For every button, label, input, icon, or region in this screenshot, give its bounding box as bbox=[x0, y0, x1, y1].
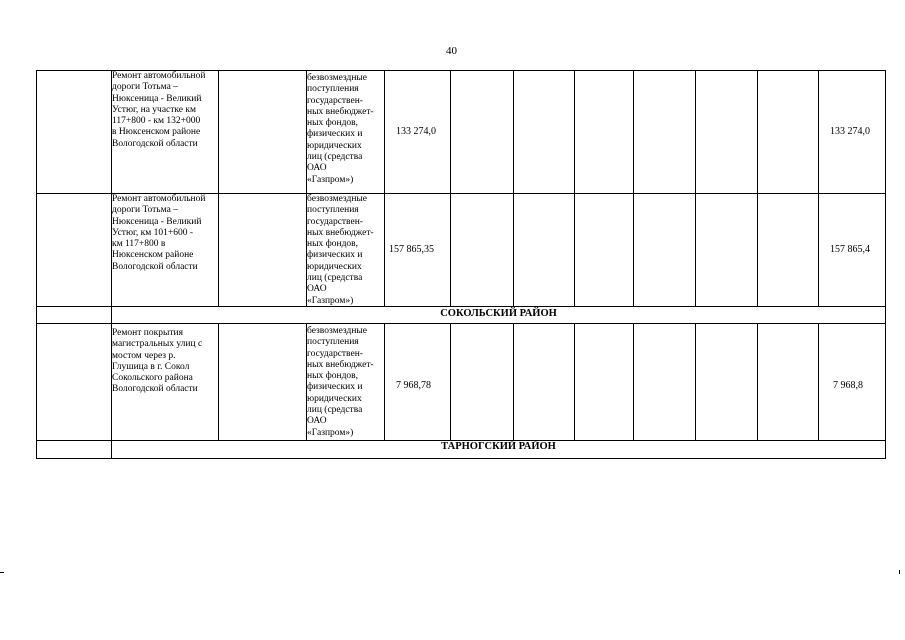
column-divider bbox=[695, 193, 696, 306]
total-cell: 7 968,8 bbox=[833, 380, 863, 391]
column-divider bbox=[450, 193, 451, 306]
column-divider bbox=[574, 193, 575, 306]
funding-source-cell: безвозмездные поступления государствен- ных внебюджет- ных фондов, физических и юридических лиц (средства ОАО «Газпром») bbox=[307, 326, 374, 438]
column-divider bbox=[633, 193, 634, 306]
table-row-divider bbox=[36, 306, 886, 307]
project-name-cell: Ремонт покрытия магистральных улиц с мостом через р. Глушица в г. Сокол Сокольского района Вологодской области bbox=[112, 328, 203, 395]
project-name-cell: Ремонт автомобильной дороги Тотьма – Нюксеница - Великий Устюг, км 101+600 - км 117+800 в Нюксенском районе Вологодской области bbox=[112, 194, 206, 272]
column-divider bbox=[574, 70, 575, 193]
column-divider bbox=[574, 323, 575, 440]
column-divider bbox=[757, 70, 758, 193]
table-border-left bbox=[36, 70, 37, 459]
amount-cell: 133 274,0 bbox=[396, 126, 436, 137]
column-divider bbox=[513, 323, 514, 440]
column-divider bbox=[218, 323, 219, 440]
column-divider bbox=[633, 70, 634, 193]
column-divider bbox=[218, 193, 219, 306]
column-divider bbox=[695, 70, 696, 193]
column-divider bbox=[384, 70, 385, 193]
column-divider bbox=[513, 70, 514, 193]
amount-cell: 157 865,35 bbox=[389, 244, 434, 255]
project-name-cell: Ремонт автомобильной дороги Тотьма – Нюксеница - Великий Устюг, на участке км 117+800 - км 132+000 в Нюксенском районе Вологодской области bbox=[112, 71, 206, 149]
column-divider bbox=[818, 323, 819, 440]
column-divider bbox=[450, 323, 451, 440]
total-cell: 133 274,0 bbox=[830, 126, 870, 137]
scan-edge-mark bbox=[0, 572, 4, 573]
column-divider bbox=[218, 70, 219, 193]
section-title: СОКОЛЬСКИЙ РАЙОН bbox=[440, 308, 557, 319]
data-table bbox=[36, 70, 886, 460]
column-divider bbox=[818, 70, 819, 193]
column-divider bbox=[513, 193, 514, 306]
page-number: 40 bbox=[446, 45, 457, 57]
column-divider bbox=[384, 193, 385, 306]
scan-edge-mark bbox=[899, 570, 900, 574]
column-divider bbox=[450, 70, 451, 193]
column-divider bbox=[818, 193, 819, 306]
total-cell: 157 865,4 bbox=[830, 244, 870, 255]
table-row-divider bbox=[36, 323, 886, 324]
column-divider bbox=[633, 323, 634, 440]
section-title: ТАРНОГСКИЙ РАЙОН bbox=[441, 441, 556, 452]
column-divider bbox=[757, 193, 758, 306]
funding-source-cell: безвозмездные поступления государствен- ных внебюджет- ных фондов, физических и юридических лиц (средства ОАО «Газпром») bbox=[307, 73, 374, 185]
column-divider bbox=[695, 323, 696, 440]
table-border-right bbox=[885, 70, 886, 459]
funding-source-cell: безвозмездные поступления государствен- ных внебюджет- ных фондов, физических и юридических лиц (средства ОАО «Газпром») bbox=[307, 194, 374, 306]
column-divider bbox=[384, 323, 385, 440]
column-divider bbox=[757, 323, 758, 440]
amount-cell: 7 968,78 bbox=[396, 380, 431, 391]
table-border-bottom bbox=[36, 458, 886, 459]
